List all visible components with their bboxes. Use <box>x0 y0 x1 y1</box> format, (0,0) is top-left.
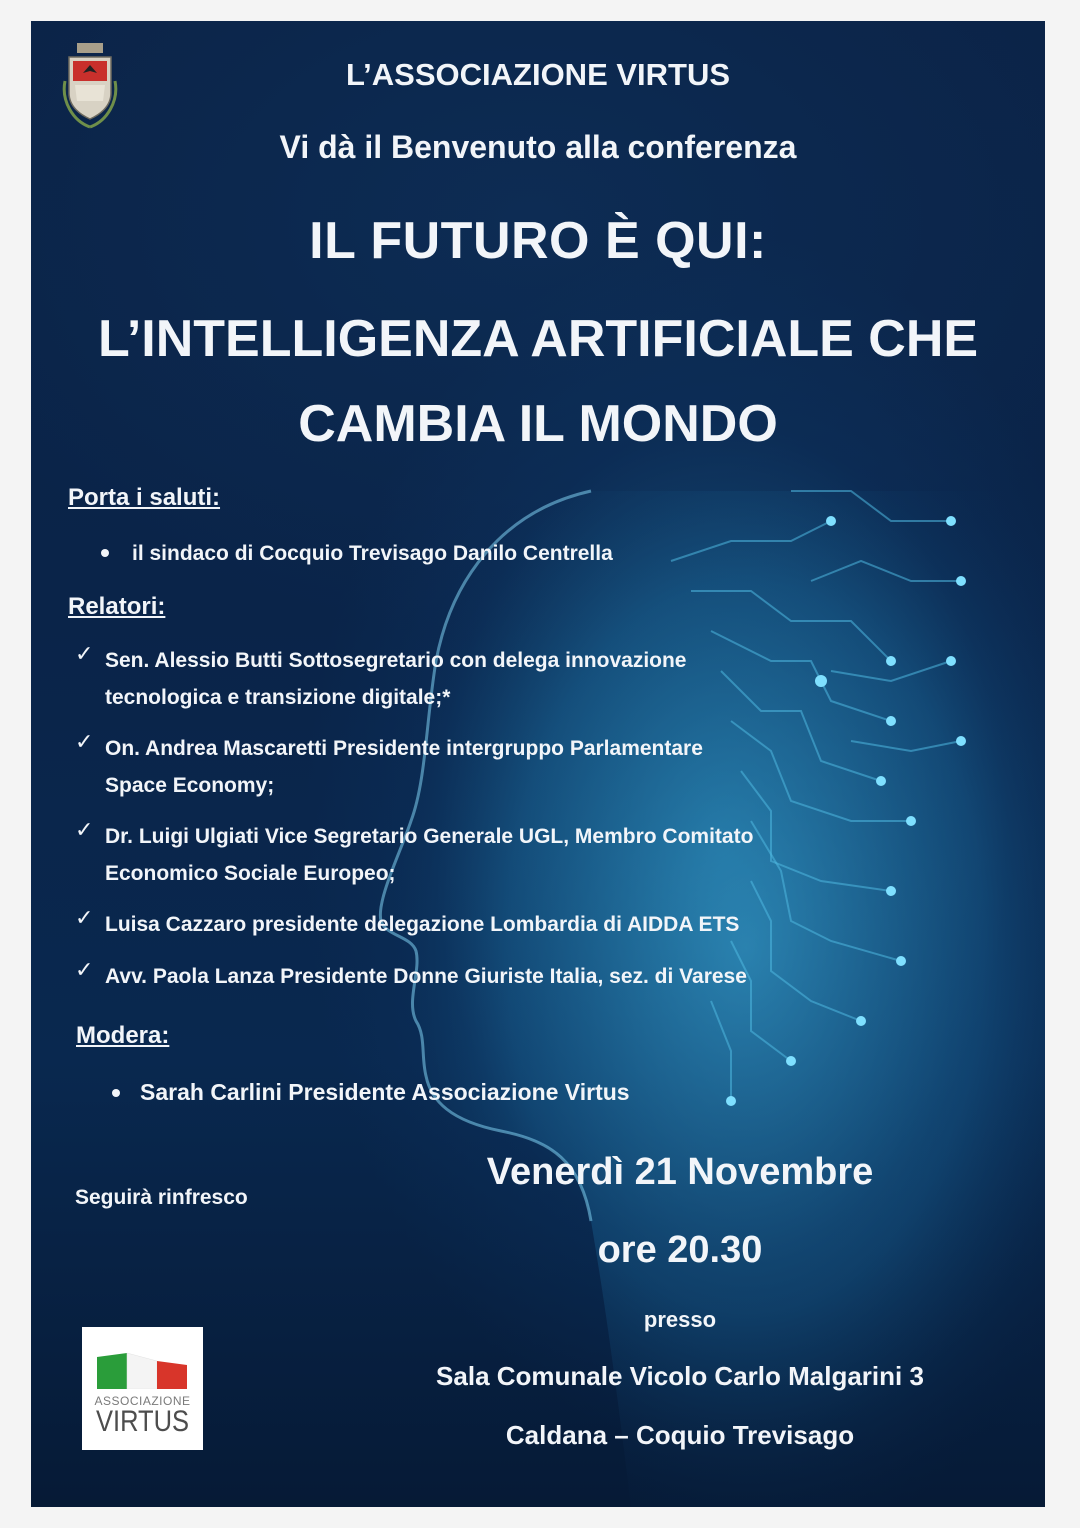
logo-name: VIRTUS <box>95 1405 190 1438</box>
speakers-heading: Relatori: <box>68 593 166 620</box>
event-date: Venerdì 21 Novembre <box>486 1151 874 1193</box>
bullet-icon <box>112 1089 120 1097</box>
conference-title-line-1: IL FUTURO È QUI: <box>309 212 767 270</box>
check-icon: ✓ <box>75 905 94 930</box>
speaker-item: Avv. Paola Lanza Presidente Donne Giuriste Italia, sez. di Varese <box>105 965 747 988</box>
speaker-item <box>105 818 753 892</box>
speaker-line: tecnologica e transizione digitale;* <box>105 686 451 709</box>
event-place: Caldana – Coquio Trevisago <box>505 1420 855 1450</box>
refreshment-note: Seguirà rinfresco <box>75 1186 248 1209</box>
check-icon: ✓ <box>75 957 94 982</box>
greetings-item: il sindaco di Cocquio Trevisago Danilo Centrella <box>132 542 613 565</box>
poster <box>31 21 1045 1507</box>
check-icon: ✓ <box>75 817 94 842</box>
speaker-line: On. Andrea Mascaretti Presidente intergruppo Parlamentare <box>105 737 703 760</box>
welcome-text: Vi dà il Benvenuto alla conferenza <box>279 129 797 165</box>
event-venue: Sala Comunale Vicolo Carlo Malgarini 3 <box>436 1361 924 1391</box>
event-time: ore 20.30 <box>597 1229 763 1271</box>
moderator-item: Sarah Carlini Presidente Associazione Virtus <box>140 1079 630 1105</box>
check-icon: ✓ <box>75 729 94 754</box>
event-presso: presso <box>643 1307 717 1332</box>
association-name: L’ASSOCIAZIONE VIRTUS <box>345 57 731 92</box>
conference-title-line-3: CAMBIA IL MONDO <box>298 395 778 453</box>
bullet-icon <box>101 549 109 557</box>
moderator-heading: Modera: <box>76 1022 170 1049</box>
speaker-item <box>105 730 703 804</box>
speaker-line: Dr. Luigi Ulgiati Vice Segretario Generale UGL, Membro Comitato <box>105 825 754 848</box>
speaker-item <box>105 642 687 716</box>
greetings-heading: Porta i saluti: <box>68 484 221 511</box>
speaker-line: Economico Sociale Europeo; <box>105 862 396 885</box>
conference-title-line-2: L’INTELLIGENZA ARTIFICIALE CHE <box>97 310 979 368</box>
italian-flag-icon <box>97 1347 187 1389</box>
logo-subtitle: ASSOCIAZIONE <box>94 1394 191 1408</box>
speaker-line: Space Economy; <box>105 774 275 797</box>
speaker-line: Sen. Alessio Butti Sottosegretario con delega innovazione <box>105 649 687 672</box>
association-virtus-logo <box>82 1327 203 1450</box>
check-icon: ✓ <box>75 641 94 666</box>
speaker-item: Luisa Cazzaro presidente delegazione Lombardia di AIDDA ETS <box>105 913 740 936</box>
